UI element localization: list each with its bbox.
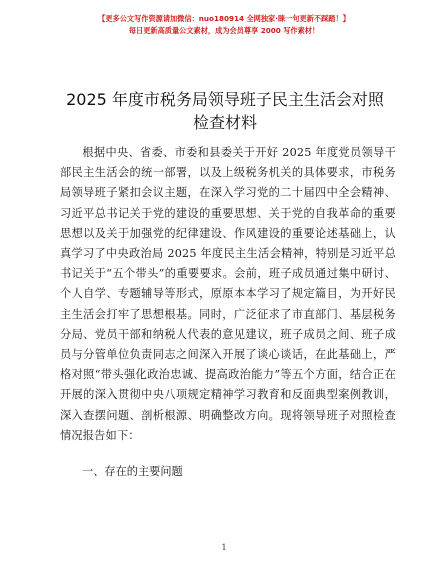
promo-line-1: 【更多公文写作资源请加微信：nuo180914 全网独家·睐一句更新不踩踏！】 bbox=[98, 14, 350, 23]
section-heading: 一、存在的主要问题 bbox=[82, 465, 183, 478]
promo-line-2: 每日更新高质量公文素材，成为会员尊享 2000 写作素材！ bbox=[128, 26, 320, 35]
document-title: 2025 年度市税务局领导班子民主生活会对照检查材料 bbox=[66, 90, 384, 132]
page-number: 1 bbox=[221, 543, 227, 552]
promo-banner bbox=[0, 13, 448, 37]
body-paragraph: 根据中央、省委、市委和县委关于开好 2025 年度党员领导干部民主生活会的统一部署，以及上级税务机关的具体要求，市税务局领导班子紧扣会议主题，在深入学习党的二十届四中全会精神、习近平总书记关于党的建设的重要思想、关于党的自我革命的重要思想以及关于加强党的纪律建设、作风建设的重要论述基础上，认真学习了中央政治局 2025 年度民主生活会精神，特别是习近平总书记关于“五个带头”的重要要求。会前，班子成员通过集中研讨、个人自学、专题辅导等形式，原原本本学习了规定篇目，为开好民主生活会打牢了思想根基。同时，广泛征求了市直部门、基层税务分局、党员干部和纳税人代表的意见建议，班子成员之间、班子成员与分管单位负责同志之间深入开展了谈心谈话，在此基础上，严格对照“带头强化政治忠诚、提高政治能力”等五个方面，结合正在开展的深入贯彻中央八项规定精神学习教育和反面典型案例教训，深入查摆问题、剖析根源、明确整改方向。现将领导班子对照检查情况报告如下： bbox=[60, 146, 396, 442]
